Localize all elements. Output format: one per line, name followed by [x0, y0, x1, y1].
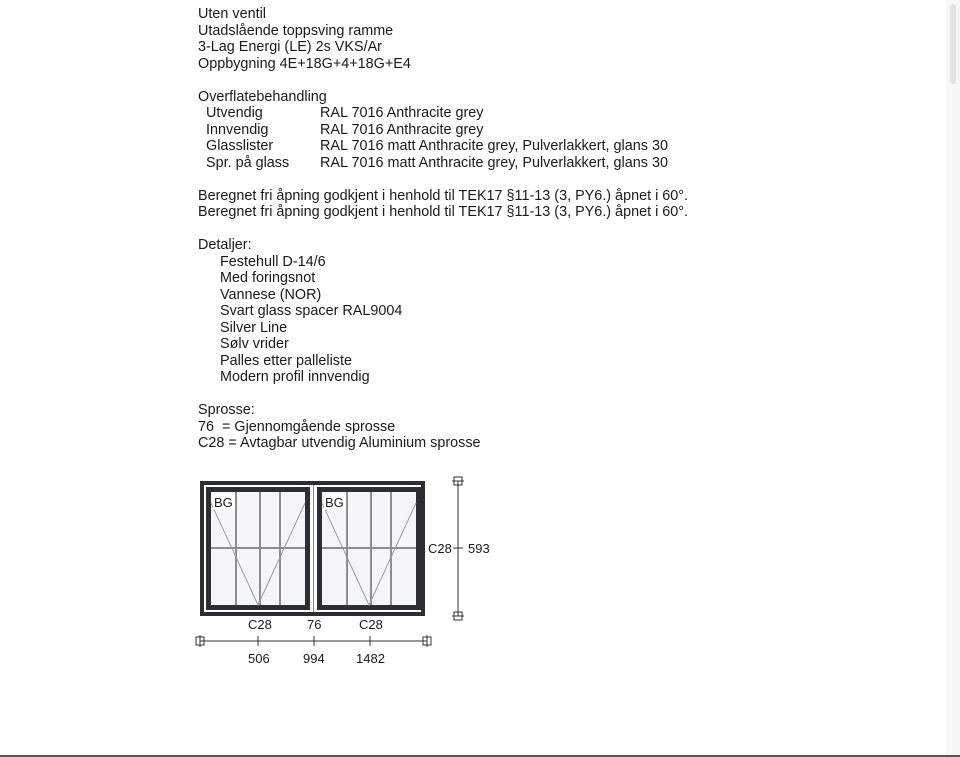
detail-item: Palles etter palleliste — [220, 352, 352, 369]
detail-item: Svart glass spacer RAL9004 — [220, 303, 403, 319]
bottom-mark: 76 — [307, 617, 322, 632]
details-title: Detaljer: — [198, 237, 252, 253]
window-drawing — [190, 470, 510, 680]
surface-value: RAL 7016 Anthracite grey — [320, 121, 484, 138]
spec-line: 3-Lag Energi (LE) 2s VKS/Ar — [198, 39, 382, 55]
surface-row — [198, 138, 688, 155]
sprosse-line: C28 = Avtagbar utvendig Aluminium sprosse — [198, 435, 481, 451]
surface-label: Glasslister — [206, 138, 274, 154]
spec-line: Uten ventil — [198, 6, 266, 22]
scroll-thumb[interactable] — [950, 4, 956, 84]
height-value: 593 — [468, 541, 490, 556]
detail-item: Silver Line — [220, 319, 288, 336]
opening-line: Beregnet fri åpning godkjent i henhold til TEK17 §11-13 (3, PY6.) åpnet i 60°. — [198, 187, 689, 204]
surface-title: Overflatebehandling — [198, 88, 327, 105]
spec-text — [198, 6, 688, 452]
detail-item: Vannese (NOR) — [220, 286, 322, 303]
detail-item: Sølv vrider — [220, 336, 289, 352]
bottom-mark: C28 — [248, 617, 272, 632]
spec-line: Utadslående toppsving ramme — [198, 22, 394, 39]
scrollbar[interactable] — [946, 0, 960, 757]
opening-line: Beregnet fri åpning godkjent i henhold til TEK17 §11-13 (3, PY6.) åpnet i 60°. — [198, 204, 689, 220]
detail-item: Festehull D-14/6 — [220, 253, 326, 270]
detail-item: Modern profil innvendig — [220, 369, 370, 385]
spec-line: Oppbygning 4E+18G+4+18G+E4 — [198, 55, 411, 72]
surface-value: RAL 7016 Anthracite grey — [320, 105, 484, 121]
surface-label: Utvendig — [206, 105, 263, 121]
surface-row — [198, 122, 688, 139]
surface-value: RAL 7016 matt Anthracite grey, Pulverlakkert, glans 30 — [320, 154, 668, 171]
bottom-value: 506 — [248, 651, 270, 666]
height-mark: C28 — [428, 541, 452, 556]
surface-row — [198, 155, 688, 172]
sprosse-line: 76 = Gjennomgående sprosse — [198, 418, 396, 435]
sash-label-right: BG — [325, 495, 344, 510]
bottom-value: 1482 — [356, 651, 385, 666]
sprosse-title: Sprosse: — [198, 402, 255, 418]
detail-item: Med foringsnot — [220, 270, 316, 286]
surface-value: RAL 7016 matt Anthracite grey, Pulverlakkert, glans 30 — [320, 138, 668, 154]
bottom-value: 994 — [303, 651, 325, 666]
surface-label: Innvendig — [206, 121, 269, 138]
surface-label: Spr. på glass — [206, 154, 290, 171]
bottom-mark: C28 — [359, 617, 383, 632]
surface-row — [198, 105, 688, 122]
sash-label-left: BG — [214, 495, 233, 510]
